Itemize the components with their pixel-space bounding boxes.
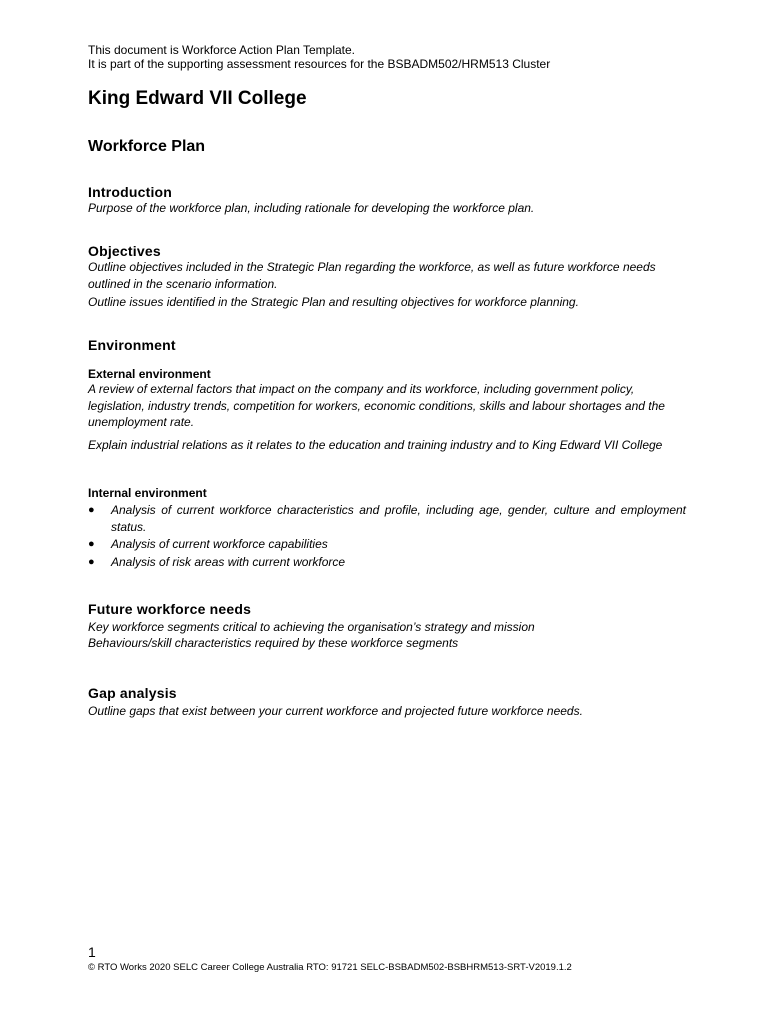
future-needs-heading: Future workforce needs	[88, 601, 252, 617]
footer-copyright: © RTO Works 2020 SELC Career College Australia RTO: 91721 SELC-BSBADM502-BSBHRM513-SRT-V2019.1.2	[88, 962, 572, 973]
gap-analysis-text: Outline gaps that exist between your current workforce and projected future workforce needs.	[88, 704, 583, 718]
objectives-text-1: Outline objectives included in the Strategic Plan regarding the workforce, as well as future workforce needs outlined in the scenario information.	[88, 260, 656, 291]
internal-environment-list	[88, 502, 686, 571]
document-title: Workforce Plan	[88, 138, 206, 155]
list-item-text: Analysis of current workforce capabilities	[111, 537, 328, 551]
list-item	[88, 502, 686, 535]
college-title: King Edward VII College	[88, 88, 307, 109]
external-environment-text-2: Explain industrial relations as it relates to the education and training industry and to King Edward VII College	[88, 438, 663, 452]
gap-analysis-heading: Gap analysis	[88, 685, 177, 701]
list-item-text: Analysis of risk areas with current workforce	[111, 554, 346, 569]
bullet-icon: ●	[88, 538, 95, 550]
environment-heading: Environment	[88, 337, 176, 353]
list-item-text: Analysis of current workforce characteristics and profile, including age, gender, culture and employment status.	[111, 503, 686, 534]
list-item	[88, 554, 686, 571]
introduction-text: Purpose of the workforce plan, including rationale for developing the workforce plan.	[88, 201, 535, 215]
future-needs-line-2: Behaviours/skill characteristics required by these workforce segments	[88, 636, 459, 650]
objectives-heading: Objectives	[88, 243, 161, 259]
introduction-heading: Introduction	[88, 184, 173, 200]
list-item	[88, 536, 686, 553]
bullet-icon: ●	[88, 555, 95, 568]
external-environment-heading: External environment	[88, 367, 211, 381]
future-needs-line-1: Key workforce segments critical to achieving the organisation’s strategy and mission	[88, 620, 535, 634]
page-number: 1	[88, 944, 96, 960]
external-environment-text-1: A review of external factors that impact on the company and its workforce, including government policy, legislation, industry trends, competition for workers, economic conditions, skills and labour shortages and the unemployment rate.	[88, 382, 665, 429]
objectives-text-2: Outline issues identified in the Strategic Plan and resulting objectives for workforce planning.	[88, 295, 579, 309]
header-line-1: This document is Workforce Action Plan Template.	[88, 43, 356, 57]
internal-environment-heading: Internal environment	[88, 486, 207, 500]
bullet-icon: ●	[88, 504, 95, 516]
header-line-2: It is part of the supporting assessment resources for the BSBADM502/HRM513 Cluster	[88, 57, 551, 71]
